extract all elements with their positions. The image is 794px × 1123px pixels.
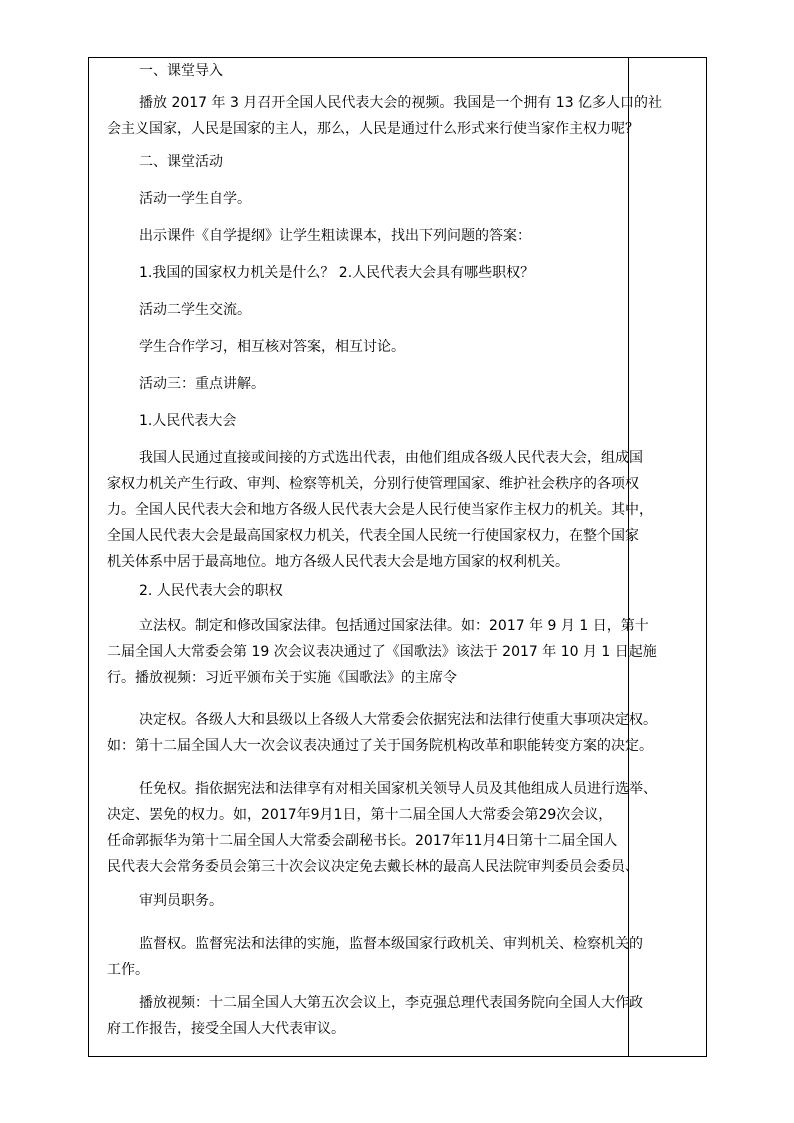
text-line: 我国人民通过直接或间接的方式选出代表，由他们组成各级人民代表大会，组成国 [139,450,643,466]
paragraph [107,445,653,575]
text-line: 行。播放视频：习近平颁布关于实施《国歌法》的主席令 [107,670,457,686]
text-line: 工作。 [107,962,149,978]
paragraph [121,260,631,286]
text-line: 1.人民代表大会 [139,413,237,429]
text-line: 全国人民代表大会是最高国家权力机关，代表全国人民统一行使国家权力，在整个国家 [107,528,639,544]
text-line: 出示课件《自学提纲》让学生粗读课本，找出下列问题的答案： [139,228,531,244]
paragraph [107,90,663,142]
text-line: 一、课堂导入 [139,63,223,79]
text-line: 监督权。监督宪法和法律的实施，监督本级国家行政机关、审判机关、检察机关的 [139,936,643,952]
text-line: 会主义国家，人民是国家的主人，那么，人民是通过什么形式来行使当家作主权力呢？ [107,121,639,137]
paragraph [121,297,631,323]
paragraph [121,888,631,914]
text-line: 二届全国人大常委会第 19 次会议表决通过了《国歌法》该法于 2017 年 10 月 1 日起施 [107,644,657,660]
text-line: 2. 人民代表大会的职权 [139,583,283,599]
paragraph [121,186,631,212]
paragraph [121,371,631,397]
paragraph [121,578,631,604]
text-line: 家权力机关产生行政、审判、检察等机关，分别行使管理国家、维护社会秩序的各项权 [107,476,639,492]
text-line: 播放 2017 年 3 月召开全国人民代表大会的视频。我国是一个拥有 13 亿多人口的社 [139,95,663,111]
text-line: 审判员职务。 [139,893,223,909]
text-line: 二、课堂活动 [139,154,223,170]
text-line: 学生合作学习，相互核对答案，相互讨论。 [139,339,405,355]
paragraph [107,613,657,691]
paragraph [121,223,631,249]
lesson-content-cell [89,58,663,1056]
text-line: 决定、罢免的权力。如，2017年9月1日，第十二届全国人大常委会第29次会议， [107,807,613,823]
text-line: 活动一学生自学。 [139,191,251,207]
paragraph [107,707,657,759]
text-line: 机关体系中居于最高地位。地方各级人民代表大会是地方国家的权利机关。 [107,554,569,570]
paragraph [121,408,631,434]
paragraph [107,931,643,983]
paragraph [121,334,631,360]
text-line: 决定权。各级人大和县级以上各级人大常委会依据宪法和法律行使重大事项决定权。 [139,712,657,728]
lesson-table [88,57,707,1057]
text-line: 活动三：重点讲解。 [139,376,265,392]
text-line: 任命郭振华为第十二届全国人大常委会副秘书长。2017年11月4日第十二届全国人 [107,833,618,849]
paragraph [107,990,643,1042]
text-line: 1.我国的国家权力机关是什么？ 2.人民代表大会具有哪些职权？ [139,265,535,281]
paragraph [107,776,657,880]
text-line: 活动二学生交流。 [139,302,251,318]
text-line: 立法权。制定和修改国家法律。包括通过国家法律。如：2017 年 9 月 1 日，第十 [139,618,649,634]
text-line: 任免权。指依据宪法和法律享有对相关国家机关领导人员及其他组成人员进行选举、 [139,781,657,797]
text-line: 府工作报告，接受全国人大代表审议。 [107,1021,345,1037]
notes-cell [629,58,706,1056]
text-line: 如：第十二届全国人大一次会议表决通过了关于国务院机构改革和职能转变方案的决定。 [107,738,653,754]
text-line: 民代表大会常务委员会第三十次会议决定免去戴长林的最高人民法院审判委员会委员、 [107,859,639,875]
paragraph [121,58,631,84]
text-line: 力。全国人民代表大会和地方各级人民代表大会是人民行使当家作主权力的机关。其中， [107,502,653,518]
paragraph [121,149,631,175]
text-line: 播放视频：十二届全国人大第五次会议上，李克强总理代表国务院向全国人大作政 [139,995,643,1011]
